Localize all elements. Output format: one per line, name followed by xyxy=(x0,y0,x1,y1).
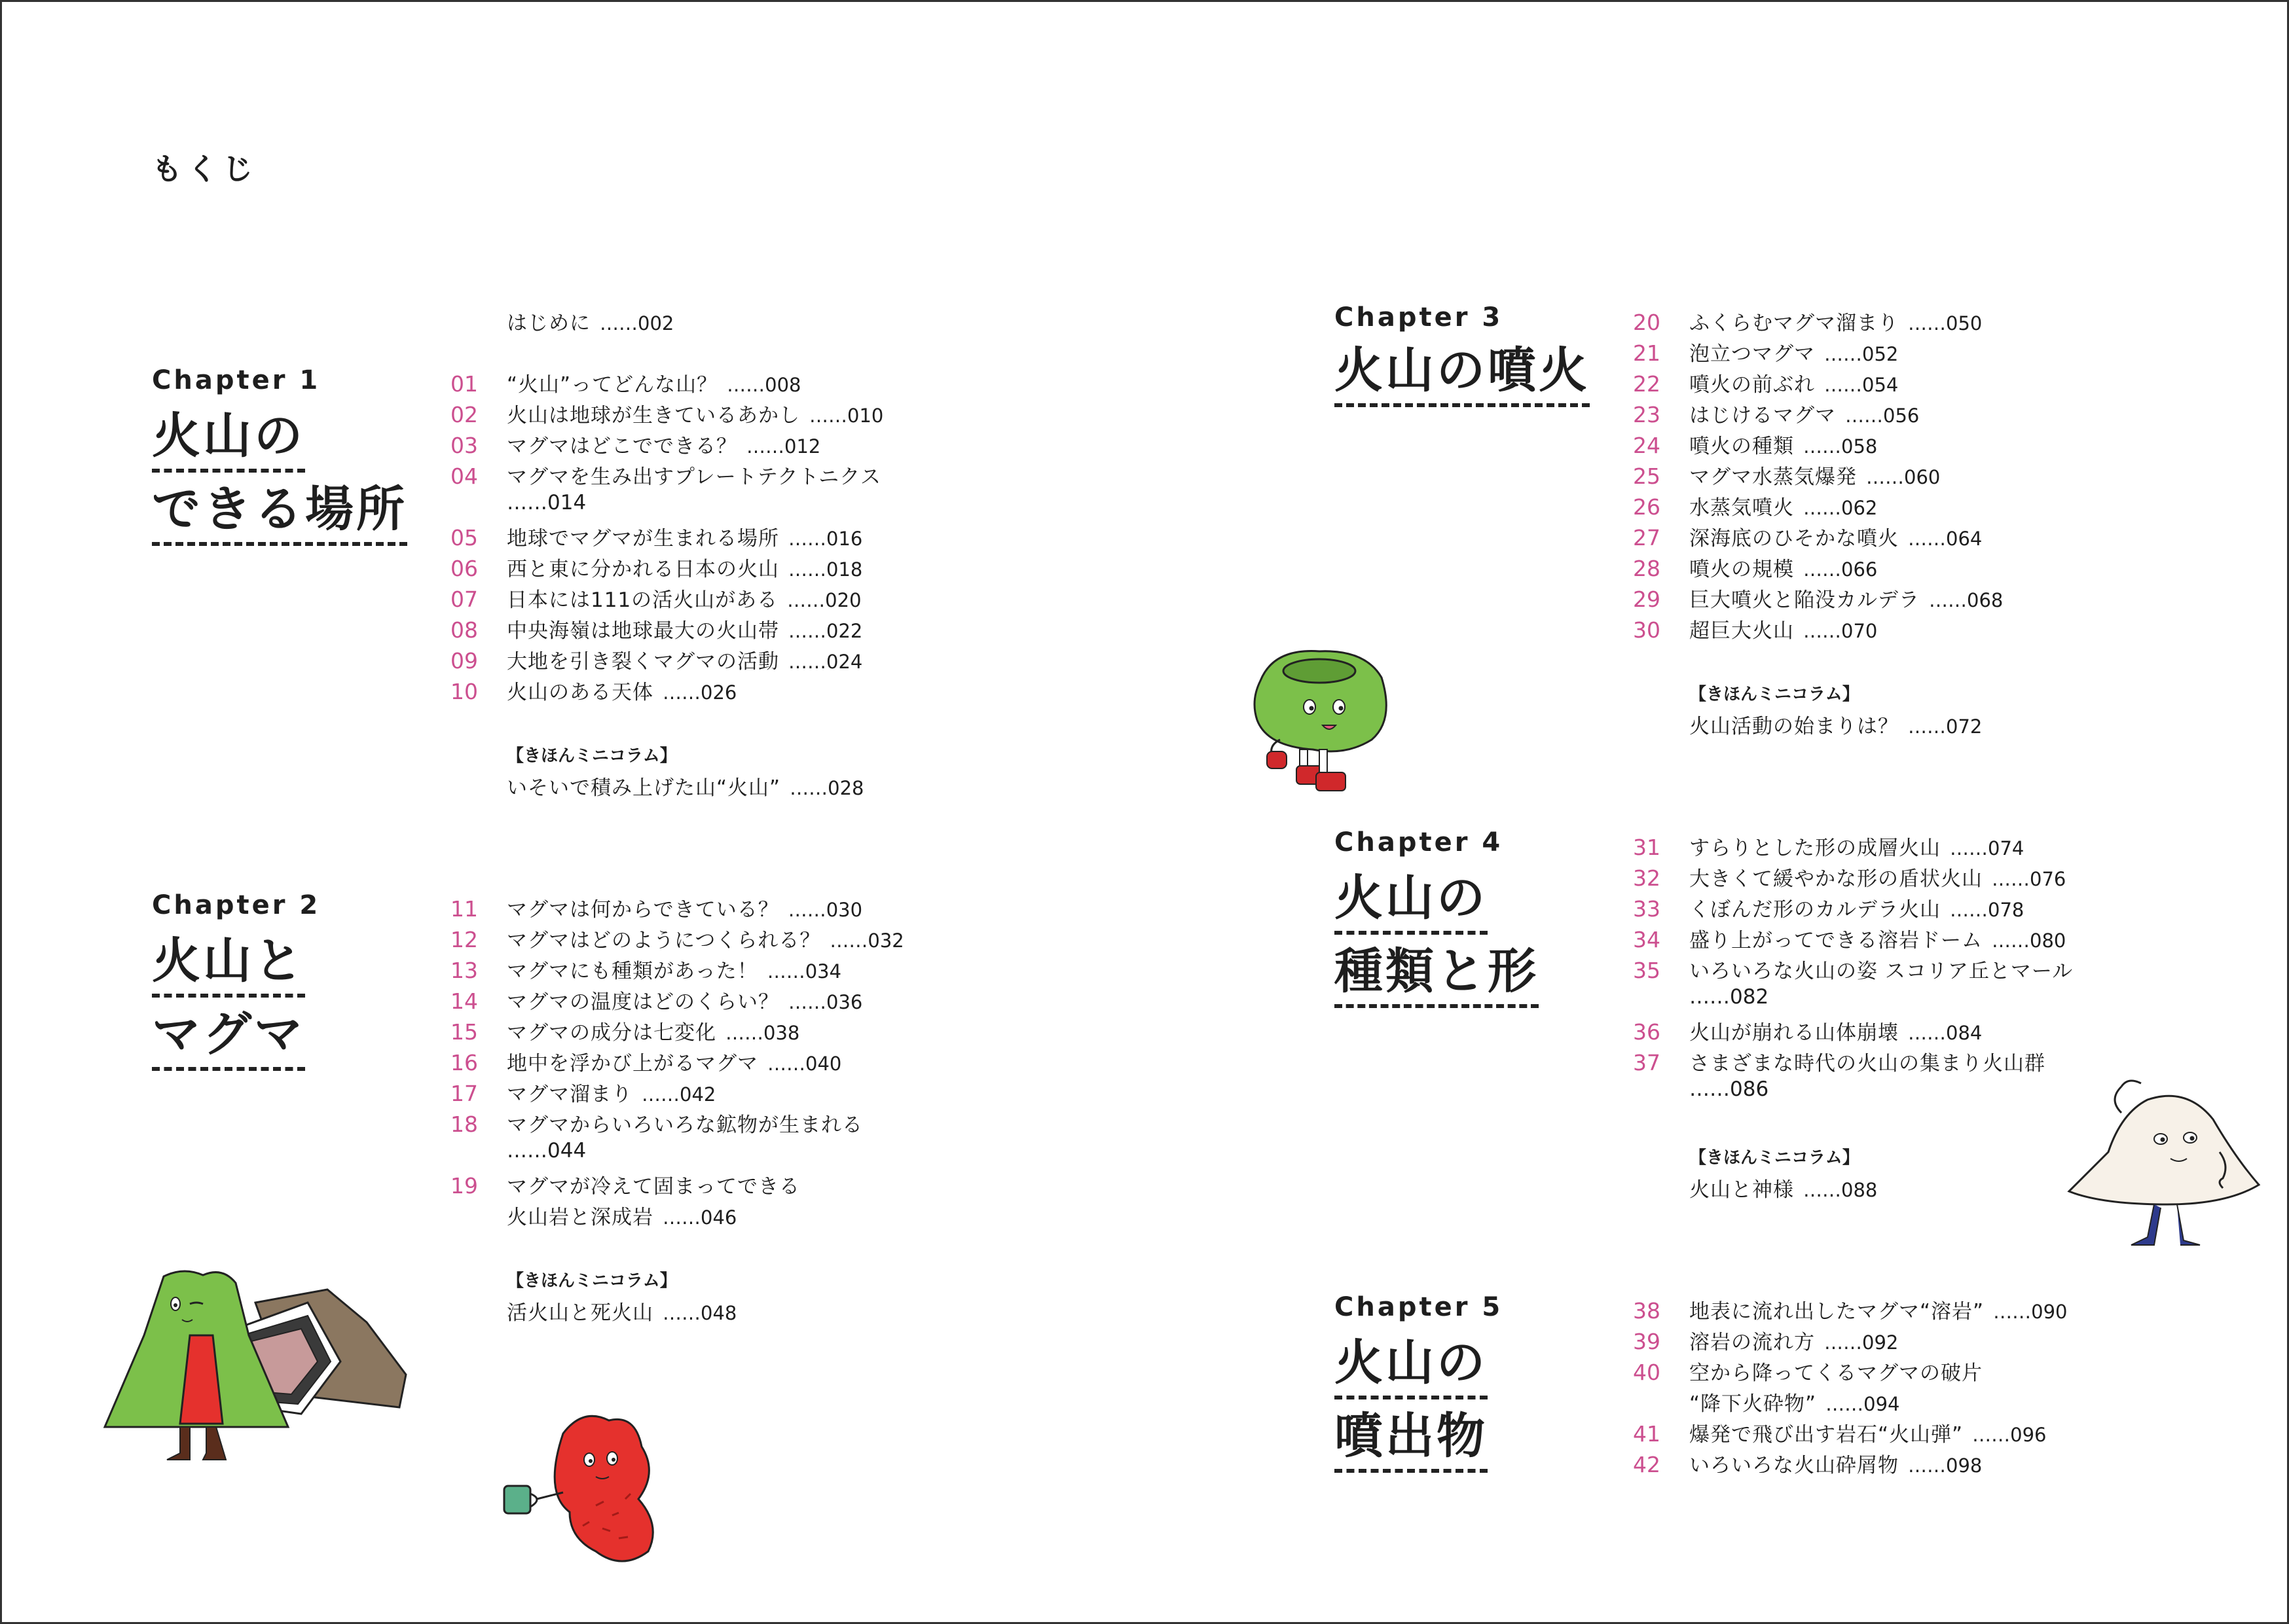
chapter-3-heading xyxy=(1334,302,1590,407)
chapter-title-line: 噴出物 xyxy=(1334,1399,1503,1473)
chapter-5-heading xyxy=(1334,1292,1503,1473)
toc-entry[interactable]: 08 中央海嶺は地球最大の火山帯 ……022 xyxy=(450,617,863,643)
mini-column-heading: 【きほんミニコラム】 xyxy=(507,746,677,766)
mini-column-entry[interactable]: いそいで積み上げた山“火山” ……028 xyxy=(507,776,864,800)
chapter-title-line: できる場所 xyxy=(152,473,407,546)
page-title: もくじ xyxy=(152,151,258,187)
toc-entry[interactable]: 34 盛り上がってできる溶岩ドーム ……080 xyxy=(1633,927,2066,952)
mini-column-entry[interactable]: 火山活動の始まりは？ ……072 xyxy=(1689,715,1983,738)
toc-entry[interactable]: 23 はじけるマグマ ……056 xyxy=(1633,402,1920,427)
chapter-label: Chapter 1 xyxy=(152,365,321,395)
chapter-title-line: 火山の xyxy=(1334,1326,1503,1399)
chapter-2-heading xyxy=(152,890,320,1071)
toc-entry[interactable]: 30 超巨大火山 ……070 xyxy=(1633,617,1878,643)
toc-entry[interactable]: 35 いろいろな火山の姿 スコリア丘とマール xyxy=(1633,958,2074,983)
chapter-label: Chapter 3 xyxy=(1334,302,1503,333)
mini-column-heading: 【きほんミニコラム】 xyxy=(507,1271,677,1291)
toc-entry[interactable]: 33 くぼんだ形のカルデラ火山 ……078 xyxy=(1633,896,2024,922)
toc-entry[interactable]: 18 マグマからいろいろな鉱物が生まれる xyxy=(450,1111,863,1137)
chapter-title-line: 種類と形 xyxy=(1334,935,1539,1008)
toc-entry[interactable]: 11 マグマは何からできている？ ……030 xyxy=(450,896,863,922)
toc-entry[interactable]: 10 火山のある天体 ……026 xyxy=(450,679,737,704)
mini-column-heading: 【きほんミニコラム】 xyxy=(1689,685,1859,704)
toc-entry[interactable]: 20 ふくらむマグマ溜まり ……050 xyxy=(1633,310,1983,335)
toc-entry[interactable]: 04 マグマを生み出すプレートテクトニクス xyxy=(450,463,881,489)
chapter-label: Chapter 2 xyxy=(152,890,321,920)
toc-entry[interactable]: 21 泡立つマグマ ……052 xyxy=(1633,340,1899,366)
toc-entry-intro[interactable]: はじめに ……002 xyxy=(507,312,674,335)
toc-entry[interactable]: 15 マグマの成分は七変化 ……038 xyxy=(450,1019,800,1045)
toc-entry[interactable]: 37 さまざまな時代の火山の集まり火山群 xyxy=(1633,1050,2045,1075)
mini-column-heading: 【きほんミニコラム】 xyxy=(1689,1148,1859,1168)
toc-entry[interactable]: 41 爆発で飛び出す岩石“火山弾” ……096 xyxy=(1633,1421,2047,1447)
toc-entry[interactable]: 39 溶岩の流れ方 ……092 xyxy=(1633,1329,1899,1354)
chapter-title-line: マグマ xyxy=(152,998,320,1071)
chapter-label: Chapter 4 xyxy=(1334,827,1503,857)
chapter-title-line: 火山の xyxy=(1334,861,1539,935)
toc-entry[interactable]: 28 噴火の規模 ……066 xyxy=(1633,556,1878,581)
chapter-title-line: 火山と xyxy=(152,924,320,998)
toc-entry[interactable]: 01 “火山”ってどんな山？ ……008 xyxy=(450,371,801,397)
toc-entry[interactable]: 26 水蒸気噴火 ……062 xyxy=(1633,494,1878,520)
toc-entry[interactable]: 25 マグマ水蒸気爆発 ……060 xyxy=(1633,463,1941,489)
toc-entry[interactable]: 12 マグマはどのようにつくられる？ ……032 xyxy=(450,927,904,952)
toc-entry[interactable]: 06 西と東に分かれる日本の火山 ……018 xyxy=(450,556,863,581)
toc-entry[interactable]: 03 マグマはどこでできる？ ……012 xyxy=(450,433,821,458)
toc-entry[interactable]: 19 マグマが冷えて固まってできる xyxy=(450,1173,800,1199)
toc-entry[interactable]: 36 火山が崩れる山体崩壊 ……084 xyxy=(1633,1019,1983,1045)
toc-entry[interactable]: 22 噴火の前ぶれ ……054 xyxy=(1633,371,1899,397)
toc-entry[interactable]: 27 深海底のひそかな噴火 ……064 xyxy=(1633,525,1983,550)
toc-entry[interactable]: 13 マグマにも種類があった！ ……034 xyxy=(450,958,842,983)
toc-entry[interactable]: 07 日本には111の活火山がある ……020 xyxy=(450,586,862,612)
toc-entry-page: ……014 xyxy=(507,491,587,514)
chapter-1-heading xyxy=(152,365,407,546)
toc-entry[interactable]: 09 大地を引き裂くマグマの活動 ……024 xyxy=(450,648,863,674)
toc-entry[interactable]: 02 火山は地球が生きているあかし ……010 xyxy=(450,402,884,427)
toc-entry-page: ……044 xyxy=(507,1139,587,1163)
toc-entry-page: ……086 xyxy=(1689,1077,1769,1101)
toc-entry-continuation[interactable]: “降下火砕物” ……094 xyxy=(1689,1392,1900,1416)
toc-entry[interactable]: 42 いろいろな火山砕屑物 ……098 xyxy=(1633,1452,1983,1477)
toc-entry[interactable]: 14 マグマの温度はどのくらい？ ……036 xyxy=(450,988,863,1014)
toc-entry[interactable]: 40 空から降ってくるマグマの破片 xyxy=(1633,1360,1983,1385)
toc-entry[interactable]: 16 地中を浮かび上がるマグマ ……040 xyxy=(450,1050,842,1075)
mini-column-entry[interactable]: 火山と神様 ……088 xyxy=(1689,1178,1878,1202)
toc-entry-continuation[interactable]: 火山岩と深成岩 ……046 xyxy=(507,1206,737,1229)
chapter-title-line: 火山の xyxy=(152,399,407,473)
toc-entry[interactable]: 24 噴火の種類 ……058 xyxy=(1633,433,1878,458)
toc-entry[interactable]: 05 地球でマグマが生まれる場所 ……016 xyxy=(450,525,863,550)
toc-entry-page: ……082 xyxy=(1689,985,1769,1009)
toc-entry[interactable]: 29 巨大噴火と陥没カルデラ ……068 xyxy=(1633,586,2004,612)
toc-entry[interactable]: 17 マグマ溜まり ……042 xyxy=(450,1081,716,1106)
toc-entry[interactable]: 32 大きくて緩やかな形の盾状火山 ……076 xyxy=(1633,865,2066,891)
toc-entry[interactable]: 38 地表に流れ出したマグマ“溶岩” ……090 xyxy=(1633,1298,2068,1324)
magma-blob-mascot xyxy=(498,1407,694,1578)
green-crater-mascot xyxy=(1241,641,1398,805)
chapter-4-heading xyxy=(1334,827,1539,1008)
mini-column-entry[interactable]: 活火山と死火山 ……048 xyxy=(507,1301,737,1325)
dome-ghost-mascot xyxy=(2062,1074,2272,1257)
chapter-label: Chapter 5 xyxy=(1334,1292,1503,1322)
toc-entry[interactable]: 31 すらりとした形の成層火山 ……074 xyxy=(1633,835,2024,860)
chapter-title-line: 火山の噴火 xyxy=(1334,334,1590,407)
caped-volcano-mascot xyxy=(92,1263,419,1473)
